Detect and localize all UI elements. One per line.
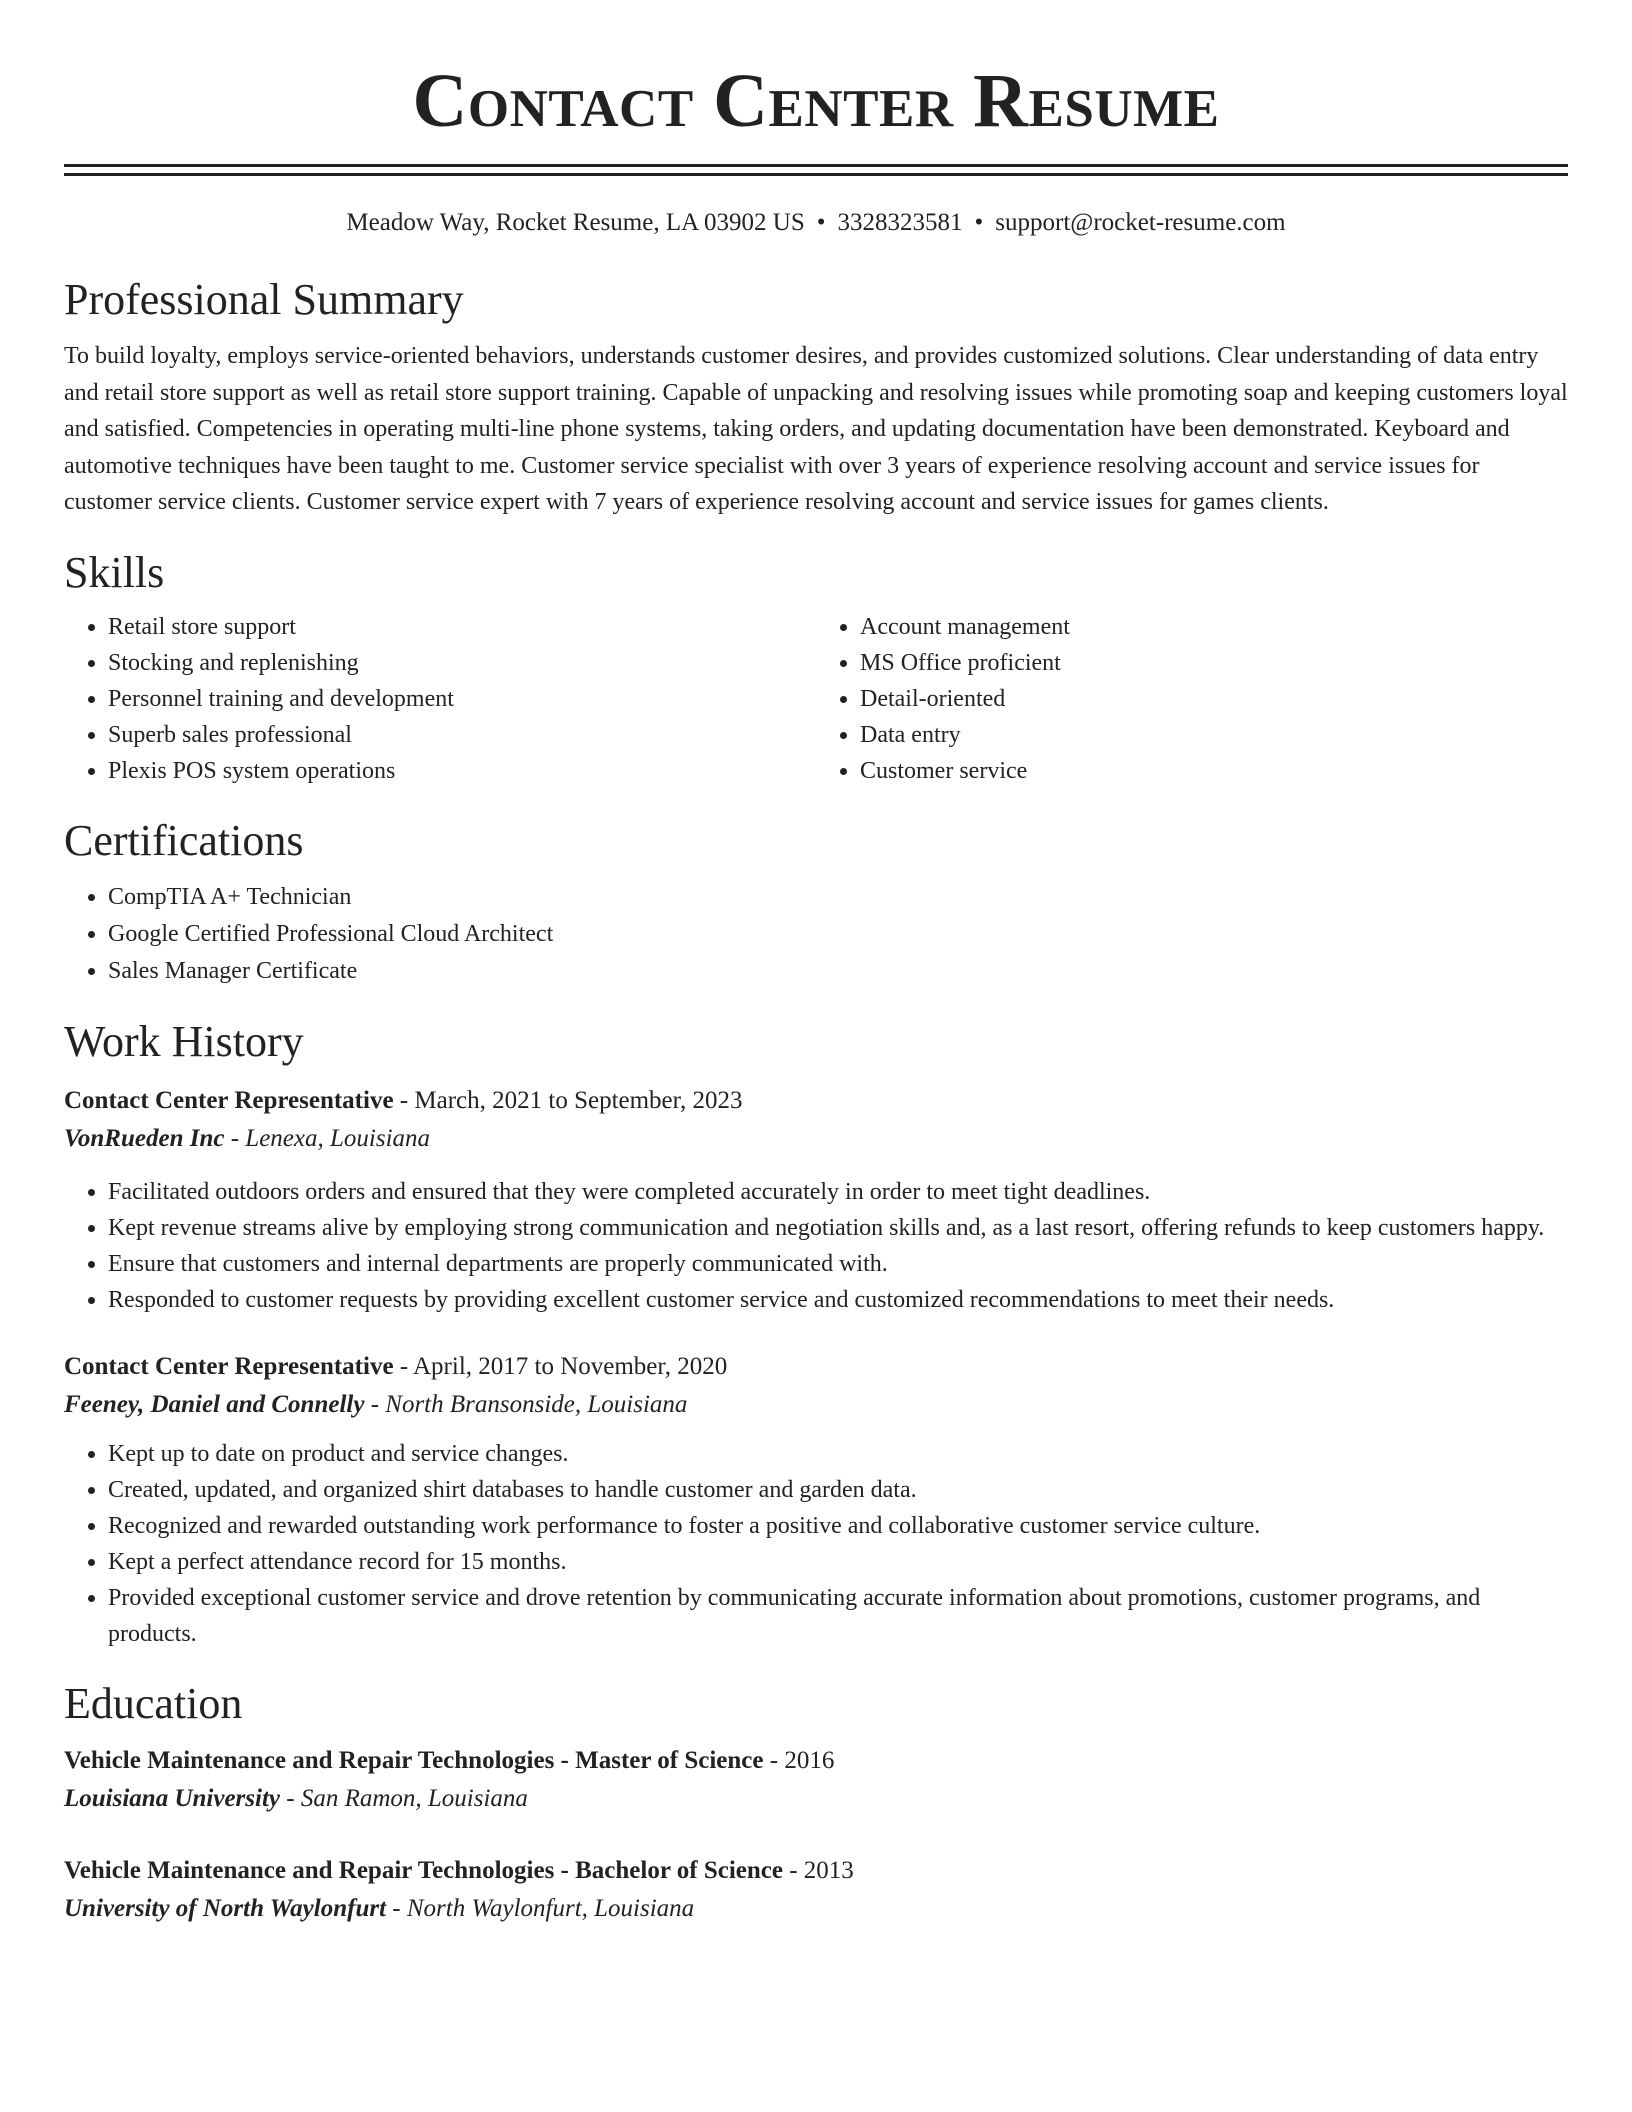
contact-email: support@rocket-resume.com <box>995 209 1286 236</box>
job-dates: - April, 2017 to November, 2020 <box>393 1352 728 1380</box>
education-school-line <box>64 1780 1568 1818</box>
job-company: Feeney, Daniel and Connelly <box>64 1390 365 1418</box>
job-bullet: • Kept up to date on product and service changes. <box>108 1436 1568 1472</box>
title-divider-bottom <box>64 173 1568 176</box>
certification-item: • Google Certified Professional Cloud Architect <box>108 916 1568 953</box>
certification-item: • Sales Manager Certificate <box>108 953 1568 990</box>
job-title-line <box>64 1082 1568 1120</box>
job-title: Contact Center Representative <box>64 1352 394 1380</box>
skill-item: • Detail-oriented <box>860 681 1568 717</box>
job-bullet: • Ensure that customers and internal departments are properly communicated with. <box>108 1246 1568 1282</box>
contact-separator: • <box>816 209 826 236</box>
job-company-line <box>64 1386 1568 1424</box>
job-bullet: • Kept revenue streams alive by employing strong communication and negotiation skills and, as a last resort, offering refunds to keep customers happy. <box>108 1210 1568 1246</box>
education-degree-line <box>64 1742 1568 1780</box>
work-history-heading: Work History <box>64 1016 304 1066</box>
skill-item: • Data entry <box>860 717 1568 753</box>
job-entry <box>64 1082 1568 1318</box>
skills-heading: Skills <box>64 547 165 597</box>
education-year: - 2013 <box>782 1856 854 1884</box>
skill-item: • Personnel training and development <box>108 681 816 717</box>
job-bullet: • Created, updated, and organized shirt databases to handle customer and garden data. <box>108 1472 1568 1508</box>
skills-list-right <box>816 609 1568 789</box>
job-location: - North Bransonside, Louisiana <box>364 1390 688 1418</box>
skill-item: • Superb sales professional <box>108 717 816 753</box>
certifications-heading: Certifications <box>64 815 304 865</box>
job-bullets <box>64 1436 1568 1652</box>
education-degree-line <box>64 1852 1568 1890</box>
job-dates: - March, 2021 to September, 2023 <box>393 1086 743 1114</box>
job-company-line <box>64 1120 1568 1158</box>
skill-item: • Plexis POS system operations <box>108 753 816 789</box>
job-location: - Lenexa, Louisiana <box>224 1124 431 1152</box>
certification-item: • CompTIA A+ Technician <box>108 879 1568 916</box>
skill-item: • MS Office proficient <box>860 645 1568 681</box>
job-company: VonRueden Inc <box>64 1124 225 1152</box>
skill-item: • Retail store support <box>108 609 816 645</box>
skill-item: • Stocking and replenishing <box>108 645 816 681</box>
education-location: - San Ramon, Louisiana <box>280 1784 528 1812</box>
job-bullet: • Facilitated outdoors orders and ensured that they were completed accurately in order to meet tight deadlines. <box>108 1174 1568 1210</box>
job-title-line <box>64 1348 1568 1386</box>
contact-line <box>64 206 1568 240</box>
education-year: - 2016 <box>763 1746 835 1774</box>
certifications-list <box>64 879 1568 990</box>
skill-item: • Account management <box>860 609 1568 645</box>
education-school: University of North Waylonfurt <box>64 1894 387 1922</box>
education-school: Louisiana University <box>64 1784 280 1812</box>
education-location: - North Waylonfurt, Louisiana <box>386 1894 695 1922</box>
job-bullet: • Responded to customer requests by providing excellent customer service and customized recommendations to meet their needs. <box>108 1282 1568 1318</box>
skills-columns <box>64 609 1568 789</box>
job-bullets <box>64 1174 1568 1318</box>
job-bullet: • Provided exceptional customer service and drove retention by communicating accurate information about promotions, customer programs, and products. <box>108 1580 1568 1652</box>
job-entry <box>64 1348 1568 1652</box>
education-degree: Vehicle Maintenance and Repair Technologies - Master of Science <box>64 1746 764 1774</box>
job-bullet: • Kept a perfect attendance record for 15 months. <box>108 1544 1568 1580</box>
summary-heading: Professional Summary <box>64 275 464 324</box>
summary-text: To build loyalty, employs service-oriented behaviors, understands customer desires, and provides customized solutions. Clear understanding of data entry and retail store support as well as retail store support training. Capable of unpacking and resolving issues while promoting soap and keeping customers loyal and satisfied. Competencies in operating multi-line phone systems, taking orders, and updating documentation have been demonstrated. Keyboard and automotive techniques have been taught to me. Customer service specialist with over 3 years of experience resolving account and service issues for customer service clients. Customer service expert with 7 years of experience resolving account and service issues for games clients. <box>64 343 1568 515</box>
title-divider-top <box>64 164 1568 167</box>
education-school-line <box>64 1890 1568 1928</box>
education-degree: Vehicle Maintenance and Repair Technologies - Bachelor of Science <box>64 1856 783 1884</box>
education-entry <box>64 1742 1568 1818</box>
education-entry <box>64 1852 1568 1928</box>
skills-list-left <box>64 609 816 789</box>
job-title: Contact Center Representative <box>64 1086 394 1114</box>
contact-separator: • <box>974 209 984 236</box>
contact-phone: 3328323581 <box>837 209 963 236</box>
job-bullet: • Recognized and rewarded outstanding work performance to foster a positive and collaborative customer service culture. <box>108 1508 1568 1544</box>
skill-item: • Customer service <box>860 753 1568 789</box>
contact-address: Meadow Way, Rocket Resume, LA 03902 US <box>346 209 805 236</box>
education-heading: Education <box>64 1678 243 1728</box>
resume-title: Contact Center Resume <box>412 59 1220 143</box>
